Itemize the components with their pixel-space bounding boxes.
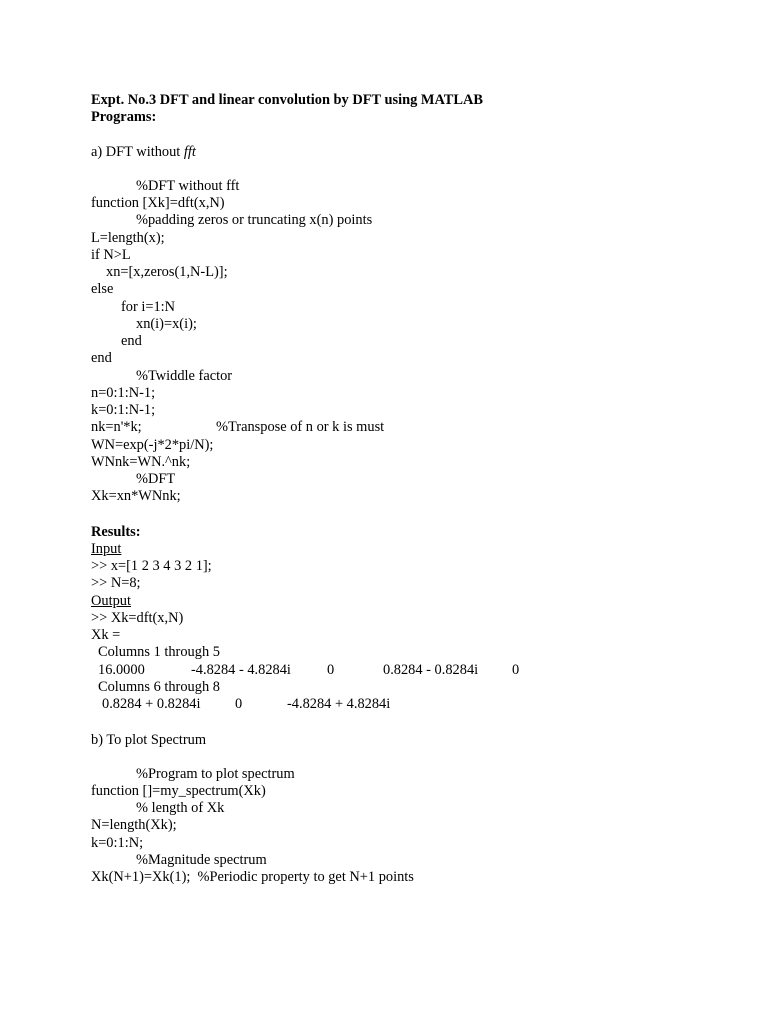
code-line: %DFT without fft bbox=[136, 178, 240, 194]
code-line: %Program to plot spectrum bbox=[136, 766, 295, 782]
section-a-label-text: a) DFT without bbox=[91, 144, 184, 160]
columns-1-5-label: Columns 1 through 5 bbox=[98, 644, 220, 660]
code-line: if N>L bbox=[91, 247, 131, 263]
result-value: 0.8284 - 0.8284i bbox=[383, 662, 479, 678]
section-a-label-italic: fft bbox=[183, 144, 196, 160]
code-line: end bbox=[121, 333, 142, 349]
result-value: 0 bbox=[235, 696, 243, 712]
code-line: Xk(N+1)=Xk(1); %Periodic property to get N+1 points bbox=[91, 869, 414, 885]
code-line: nk=n'*k; bbox=[91, 419, 142, 435]
code-line: function [Xk]=dft(x,N) bbox=[91, 195, 225, 211]
code-line: %Twiddle factor bbox=[136, 368, 233, 384]
code-line: xn=[x,zeros(1,N-L)]; bbox=[106, 264, 228, 280]
experiment-title: Expt. No.3 DFT and linear convolution by DFT using MATLAB bbox=[91, 92, 483, 108]
code-line: k=0:1:N-1; bbox=[91, 402, 156, 418]
input-line: >> x=[1 2 3 4 3 2 1]; bbox=[91, 558, 212, 574]
code-line: end bbox=[91, 350, 112, 366]
section-a-label bbox=[91, 144, 196, 161]
output-label: Output bbox=[91, 593, 131, 609]
input-line: >> N=8; bbox=[91, 575, 141, 591]
section-b-label: b) To plot Spectrum bbox=[91, 732, 207, 748]
code-line: %Magnitude spectrum bbox=[136, 852, 267, 868]
code-line: else bbox=[91, 281, 114, 297]
result-value: -4.8284 + 4.8284i bbox=[287, 696, 391, 712]
code-line: L=length(x); bbox=[91, 230, 165, 246]
results-heading: Results: bbox=[91, 524, 141, 540]
code-line: for i=1:N bbox=[121, 299, 176, 315]
code-line: WNnk=WN.^nk; bbox=[91, 454, 191, 470]
input-label: Input bbox=[91, 541, 122, 557]
result-value: 16.0000 bbox=[98, 662, 145, 678]
code-line: xn(i)=x(i); bbox=[136, 316, 197, 332]
code-line: %padding zeros or truncating x(n) points bbox=[136, 212, 373, 228]
result-value: 0 bbox=[327, 662, 335, 678]
code-comment: %Transpose of n or k is must bbox=[216, 419, 385, 435]
code-line: n=0:1:N-1; bbox=[91, 385, 156, 401]
result-value: -4.8284 - 4.8284i bbox=[191, 662, 291, 678]
result-value: 0 bbox=[512, 662, 520, 678]
code-line: %DFT bbox=[136, 471, 176, 487]
code-line: function []=my_spectrum(Xk) bbox=[91, 783, 266, 799]
result-value: 0.8284 + 0.8284i bbox=[102, 696, 201, 712]
code-line: N=length(Xk); bbox=[91, 817, 177, 833]
code-line: WN=exp(-j*2*pi/N); bbox=[91, 437, 214, 453]
columns-6-8-label: Columns 6 through 8 bbox=[98, 679, 220, 695]
code-line: Xk=xn*WNnk; bbox=[91, 488, 181, 504]
code-line: k=0:1:N; bbox=[91, 835, 144, 851]
output-line: >> Xk=dft(x,N) bbox=[91, 610, 184, 626]
code-line: % length of Xk bbox=[136, 800, 225, 816]
programs-heading: Programs: bbox=[91, 109, 157, 125]
output-line: Xk = bbox=[91, 627, 121, 643]
